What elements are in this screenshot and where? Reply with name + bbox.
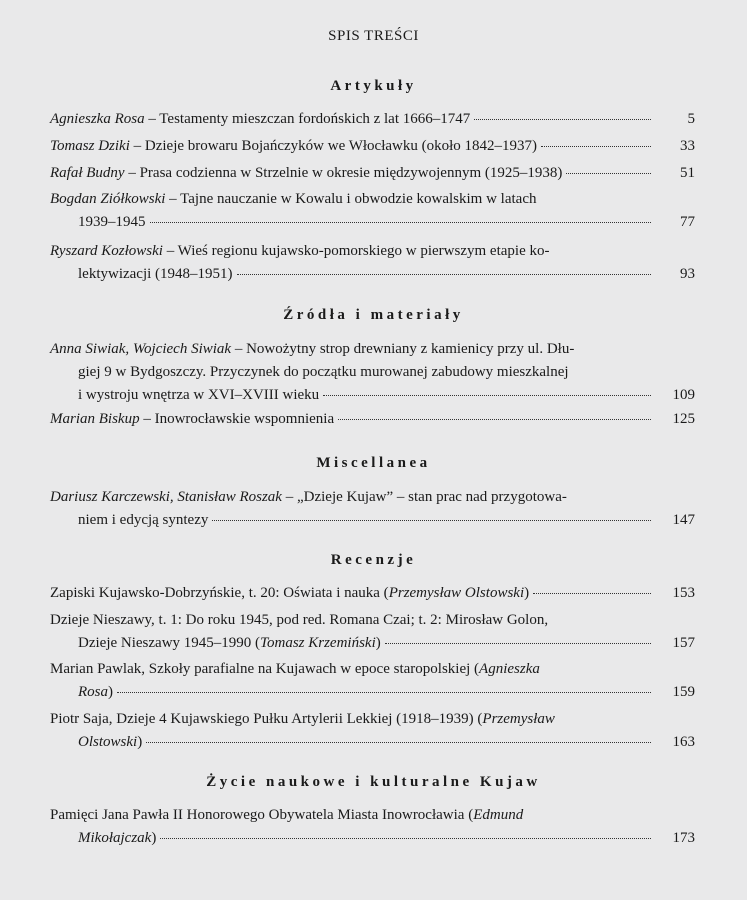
entry-reviewer: Przemysław Olstowski bbox=[388, 585, 525, 601]
toc-entry[interactable] bbox=[50, 804, 695, 850]
leader-dots bbox=[385, 643, 651, 644]
entry-page-number: 77 bbox=[680, 214, 695, 230]
leader-dots bbox=[338, 419, 651, 420]
entry-reviewer: Przemysław bbox=[482, 711, 555, 727]
entry-title-continued: lektywizacji (1948–1951) bbox=[78, 266, 233, 282]
entry-author: Anna Siwiak, Wojciech Siwiak bbox=[50, 341, 232, 357]
toc-entry[interactable] bbox=[50, 108, 695, 131]
entry-author: Tomasz Dziki bbox=[50, 138, 130, 154]
entry-title: Piotr Saja, Dzieje 4 Kujawskiego Pułku Artylerii Lekkiej (1918–1939) ( bbox=[50, 711, 483, 727]
entry-paren: ) bbox=[137, 734, 143, 750]
entry-reviewer: Edmund bbox=[473, 807, 524, 823]
toc-entry[interactable] bbox=[50, 162, 695, 185]
leader-dots bbox=[474, 119, 651, 120]
entry-title: – Nowożytny strop drewniany z kamienicy przy ul. Dłu- bbox=[234, 341, 575, 357]
section-heading-zycie-naukowe: Życie naukowe i kulturalne Kujaw bbox=[206, 774, 541, 790]
entry-page-number: 153 bbox=[672, 585, 695, 601]
entry-author: Ryszard Kozłowski bbox=[50, 243, 163, 259]
entry-paren: ) bbox=[151, 830, 157, 846]
toc-entry[interactable] bbox=[50, 338, 695, 407]
entry-author: Agnieszka Rosa bbox=[50, 111, 145, 127]
section-heading-miscellanea: Miscellanea bbox=[316, 455, 431, 471]
entry-author: Rafał Budny bbox=[50, 165, 125, 181]
page-title: SPIS TREŚCI bbox=[328, 28, 419, 44]
leader-dots bbox=[541, 146, 651, 147]
entry-reviewer: Tomasz Krzemiński bbox=[260, 635, 376, 651]
entry-title: Pamięci Jana Pawła II Honorowego Obywatela Miasta Inowrocławia ( bbox=[50, 807, 474, 823]
leader-dots bbox=[323, 395, 651, 396]
leader-dots bbox=[117, 692, 651, 693]
toc-entry[interactable] bbox=[50, 582, 695, 605]
entry-reviewer-continued: Rosa bbox=[78, 684, 108, 700]
leader-dots bbox=[160, 838, 651, 839]
entry-page-number: 33 bbox=[680, 138, 695, 154]
entry-page-number: 173 bbox=[672, 830, 695, 846]
entry-paren: ) bbox=[375, 635, 381, 651]
entry-title: Marian Pawlak, Szkoły parafialne na Kujawach w epoce staropolskiej ( bbox=[50, 661, 480, 677]
toc-entry[interactable] bbox=[50, 408, 695, 431]
entry-title: Zapiski Kujawsko-Dobrzyńskie, t. 20: Oświata i nauka ( bbox=[50, 585, 389, 601]
entry-page-number: 109 bbox=[672, 387, 695, 403]
entry-paren: ) bbox=[524, 585, 530, 601]
entry-reviewer-continued: Mikołajczak bbox=[78, 830, 152, 846]
toc-entry[interactable] bbox=[50, 609, 695, 655]
toc-entry[interactable] bbox=[50, 658, 695, 704]
entry-title: – Tajne nauczanie w Kowalu i obwodzie kowalskim w latach bbox=[169, 191, 537, 207]
entry-title: – Inowrocławskie wspomnienia bbox=[143, 411, 335, 427]
entry-reviewer: Agnieszka bbox=[479, 661, 540, 677]
entry-page-number: 93 bbox=[680, 266, 695, 282]
entry-title-continued: giej 9 w Bydgoszczy. Przyczynek do początku murowanej zabudowy mieszkalnej bbox=[78, 364, 569, 380]
entry-page-number: 147 bbox=[672, 512, 695, 528]
entry-page-number: 157 bbox=[672, 635, 695, 651]
leader-dots bbox=[150, 222, 652, 223]
leader-dots bbox=[566, 173, 651, 174]
entry-title: – Testamenty mieszczan fordońskich z lat 1666–1747 bbox=[148, 111, 471, 127]
entry-title: – Prasa codzienna w Strzelnie w okresie międzywojennym (1925–1938) bbox=[128, 165, 563, 181]
entry-page-number: 51 bbox=[680, 165, 695, 181]
entry-page-number: 5 bbox=[687, 111, 695, 127]
entry-title-continued: niem i edycją syntezy bbox=[78, 512, 209, 528]
leader-dots bbox=[146, 742, 651, 743]
toc-entry[interactable] bbox=[50, 188, 695, 234]
entry-title: – Wieś regionu kujawsko-pomorskiego w pierwszym etapie ko- bbox=[166, 243, 550, 259]
entry-paren: ) bbox=[108, 684, 113, 700]
section-heading-zrodla: Źródła i materiały bbox=[283, 307, 464, 323]
entry-page-number: 159 bbox=[672, 684, 695, 700]
toc-entry[interactable] bbox=[50, 135, 695, 158]
entry-page-number: 125 bbox=[672, 411, 695, 427]
leader-dots bbox=[533, 593, 651, 594]
leader-dots bbox=[237, 274, 651, 275]
entry-page-number: 163 bbox=[672, 734, 695, 750]
entry-title-continued: 1939–1945 bbox=[78, 214, 146, 230]
section-heading-recenzje: Recenzje bbox=[330, 552, 417, 568]
entry-title-continued: Dzieje Nieszawy 1945–1990 ( bbox=[78, 635, 261, 651]
entry-reviewer-continued: Olstowski bbox=[78, 734, 138, 750]
entry-title: – Dzieje browaru Bojańczyków we Włocławku (około 1842–1937) bbox=[133, 138, 538, 154]
entry-title-continued: i wystroju wnętrza w XVI–XVIII wieku bbox=[78, 387, 320, 403]
leader-dots bbox=[212, 520, 651, 521]
entry-author: Bogdan Ziółkowski bbox=[50, 191, 166, 207]
entry-author: Marian Biskup bbox=[50, 411, 140, 427]
toc-entry[interactable] bbox=[50, 708, 695, 754]
entry-title: – „Dzieje Kujaw” – stan prac nad przygotowa- bbox=[285, 489, 567, 505]
section-heading-artykuly: Artykuły bbox=[330, 78, 417, 94]
toc-entry[interactable] bbox=[50, 240, 695, 286]
toc-entry[interactable] bbox=[50, 486, 695, 532]
entry-title: Dzieje Nieszawy, t. 1: Do roku 1945, pod red. Romana Czai; t. 2: Mirosław Golon, bbox=[50, 612, 549, 628]
entry-author: Dariusz Karczewski, Stanisław Roszak bbox=[50, 489, 282, 505]
